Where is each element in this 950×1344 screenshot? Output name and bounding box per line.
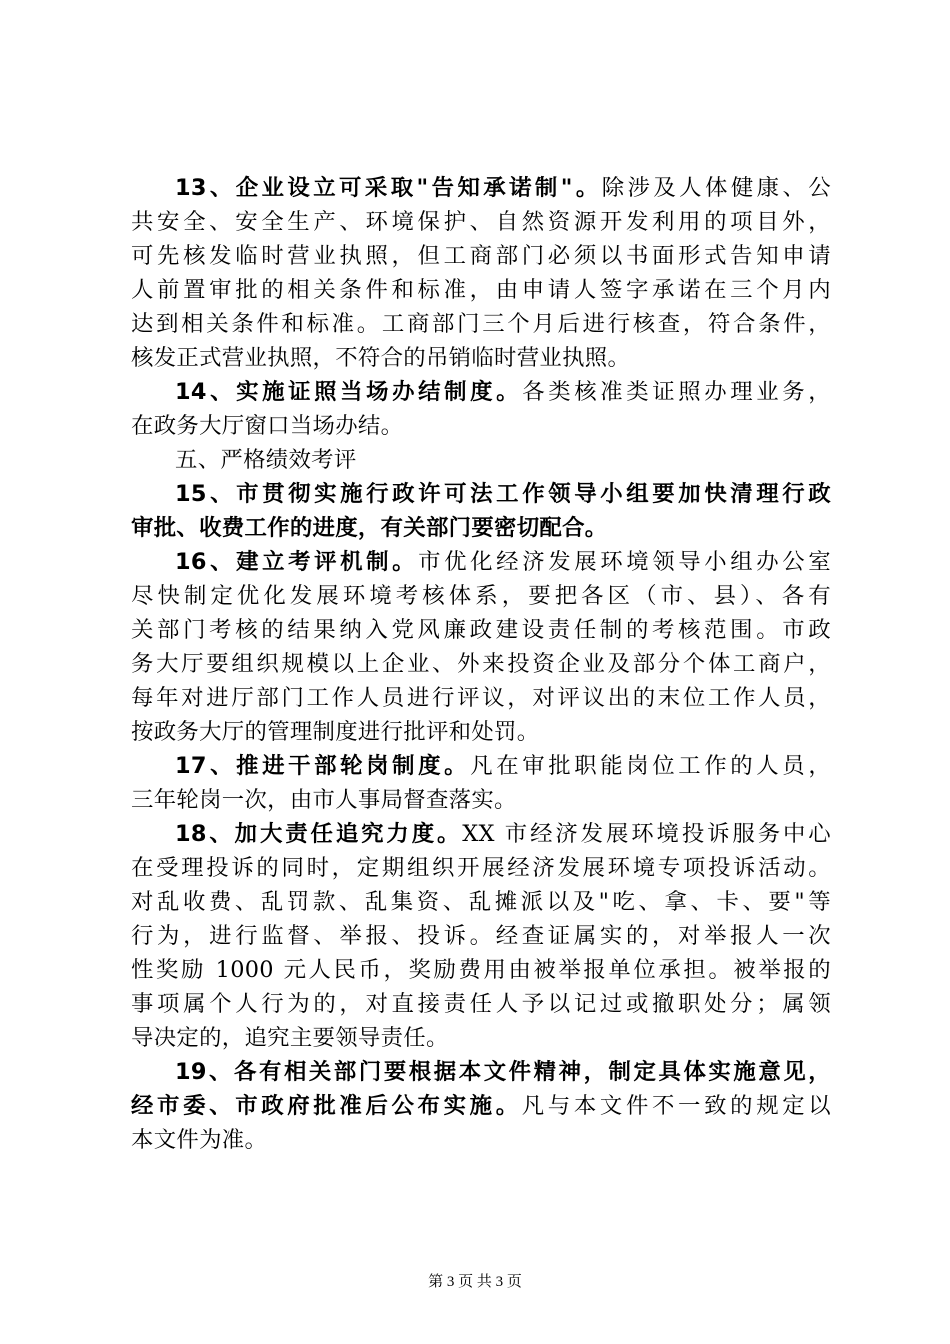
body-text: 达到相关条件和标准。工商部门三个月后进行核查，符合条件， — [131, 311, 831, 337]
body-text: 核发正式营业执照，不符合的吊销临时营业执照。 — [131, 345, 631, 371]
body-text: 除涉及人体健康、公 — [601, 175, 831, 201]
paragraph-line — [131, 953, 831, 987]
paragraph-line — [131, 919, 831, 953]
body-text: 对乱收费、乱罚款、乱集资、乱摊派以及"吃、拿、卡、要"等 — [131, 889, 831, 915]
paragraph-line — [131, 205, 831, 239]
paragraph-first-line — [131, 171, 831, 205]
body-text: 在受理投诉的同时，定期组织开展经济发展环境专项投诉活动。 — [131, 855, 831, 881]
paragraph-line — [131, 613, 831, 647]
document-body — [131, 171, 831, 1157]
paragraph-first-line — [131, 477, 831, 511]
bold-lead-text: 18、加大责任追究力度。 — [175, 821, 463, 847]
paragraph-first-line — [131, 817, 831, 851]
bold-lead-text: 经市委、市政府批准后公布实施。 — [131, 1093, 522, 1119]
paragraph — [131, 817, 831, 1055]
body-text: 共安全、安全生产、环境保护、自然资源开发利用的项目外， — [131, 209, 831, 235]
paragraph-first-line — [131, 545, 831, 579]
paragraph-first-line — [131, 1055, 831, 1089]
body-text: 导决定的，追究主要领导责任。 — [131, 1025, 449, 1051]
paragraph — [131, 443, 831, 477]
body-text: 性奖励 1000 元人民币，奖励费用由被举报单位承担。被举报的 — [131, 957, 831, 983]
paragraph-line — [131, 987, 831, 1021]
paragraph — [131, 375, 831, 443]
paragraph — [131, 545, 831, 749]
paragraph-line — [131, 511, 831, 545]
bold-lead-text: 16、建立考评机制。 — [175, 549, 419, 575]
body-text: 可先核发临时营业执照，但工商部门必须以书面形式告知申请 — [131, 243, 831, 269]
body-text: XX 市经济发展环境投诉服务中心 — [462, 821, 831, 847]
body-text: 行为，进行监督、举报、投诉。经查证属实的，对举报人一次 — [131, 923, 831, 949]
body-text: 务大厅要组织规模以上企业、外来投资企业及部分个体工商户， — [131, 651, 831, 677]
bold-lead-text: 13、企业设立可采取"告知承诺制"。 — [175, 175, 602, 201]
paragraph-first-line — [131, 443, 831, 477]
paragraph-line — [131, 647, 831, 681]
paragraph-line — [131, 1021, 831, 1055]
paragraph-line — [131, 409, 831, 443]
body-text: 市优化经济发展环境领导小组办公室 — [418, 549, 831, 575]
paragraph-line — [131, 1089, 831, 1123]
bold-lead-text: 19、各有相关部门要根据本文件精神，制定具体实施意见， — [175, 1059, 831, 1085]
body-text: 各类核准类证照办理业务， — [522, 379, 831, 405]
paragraph-line — [131, 783, 831, 817]
body-text: 按政务大厅的管理制度进行批评和处罚。 — [131, 719, 540, 745]
body-text: 每年对进厅部门工作人员进行评议，对评议出的末位工作人员， — [131, 685, 831, 711]
paragraph-line — [131, 239, 831, 273]
body-text: 事项属个人行为的，对直接责任人予以记过或撤职处分；属领 — [131, 991, 831, 1017]
paragraph-line — [131, 715, 831, 749]
bold-lead-text: 15、市贯彻实施行政许可法工作领导小组要加快清理行政 — [175, 481, 831, 507]
body-text: 在政务大厅窗口当场办结。 — [131, 413, 404, 439]
paragraph-first-line — [131, 749, 831, 783]
paragraph-line — [131, 307, 831, 341]
paragraph-line — [131, 1123, 831, 1157]
body-text: 凡与本文件不一致的规定以 — [521, 1093, 831, 1119]
paragraph — [131, 1055, 831, 1157]
paragraph-first-line — [131, 375, 831, 409]
body-text: 尽快制定优化发展环境考核体系，要把各区（市、县）、各有 — [131, 583, 831, 609]
paragraph — [131, 477, 831, 545]
paragraph-line — [131, 851, 831, 885]
body-text: 本文件为准。 — [131, 1127, 268, 1153]
bold-lead-text: 14、实施证照当场办结制度。 — [175, 379, 523, 405]
body-text: 人前置审批的相关条件和标准，由申请人签字承诺在三个月内 — [131, 277, 831, 303]
paragraph-line — [131, 341, 831, 375]
paragraph-line — [131, 579, 831, 613]
body-text: 关部门考核的结果纳入党风廉政建设责任制的考核范围。市政 — [131, 617, 831, 643]
paragraph — [131, 171, 831, 375]
body-text: 三年轮岗一次，由市人事局督查落实。 — [131, 787, 517, 813]
bold-lead-text: 17、推进干部轮岗制度。 — [175, 753, 471, 779]
paragraph-line — [131, 885, 831, 919]
paragraph-line — [131, 273, 831, 307]
page-footer: 第 3 页 共 3 页 — [428, 1274, 522, 1290]
body-text: 凡在审批职能岗位工作的人员， — [470, 753, 832, 779]
bold-lead-text: 审批、收费工作的进度，有关部门要密切配合。 — [131, 515, 608, 541]
paragraph — [131, 749, 831, 817]
body-text: 五、严格绩效考评 — [175, 447, 357, 473]
paragraph-line — [131, 681, 831, 715]
